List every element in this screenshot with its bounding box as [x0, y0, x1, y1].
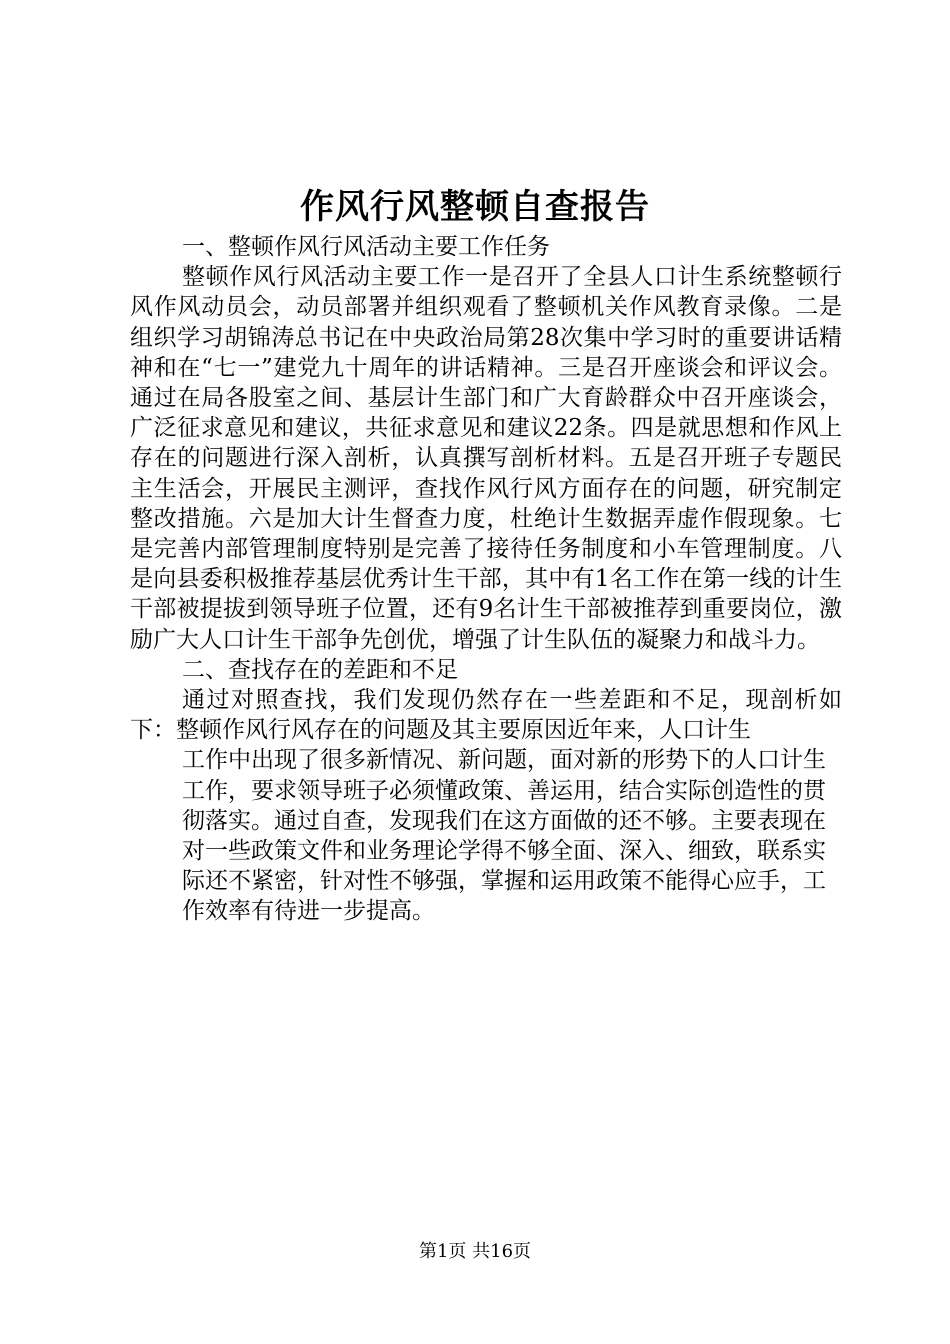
body-paragraph-7: 际还不紧密，针对性不够强，掌握和运用政策不能得心应手，工	[182, 868, 826, 895]
body-paragraph-1: 整顿作风行风活动主要工作一是召开了全县人口计生系统整顿行风作风动员会，动员部署并组织观看了整顿机关作风教育录像。二是组织学习胡锦涛总书记在中央政治局第28次集中学习时的重要讲话精神和在“七一”建党九十周年的讲话精神。三是召开座谈会和评议会。通过在局各股室之间、基层计生部门和广大育龄群众中召开座谈会，广泛征求意见和建议，共征求意见和建议22条。四是就思想和作风上存在的问题进行深入剖析，认真撰写剖析材料。五是召开班子专题民主生活会，开展民主测评，查找作风行风方面存在的问题，研究制定整改措施。六是加大计生督查力度，杜绝计生数据弄虚作假现象。七是完善内部管理制度特别是完善了接待任务制度和小车管理制度。八是向县委积极推荐基层优秀计生干部，其中有1名工作在第一线的计生干部被提拔到领导班子位置，还有9名计生干部被推荐到重要岗位，激励广大人口计生干部争先创优，增强了计生队伍的凝聚力和战斗力。	[130, 264, 842, 653]
page-footer: 第1页 共16页	[418, 1241, 532, 1262]
body-paragraph-6: 对一些政策文件和业务理论学得不够全面、深入、细致，联系实	[182, 838, 826, 865]
section-heading-2: 二、查找存在的差距和不足	[182, 656, 458, 683]
section-heading-1: 一、整顿作风行风活动主要工作任务	[182, 234, 550, 260]
body-paragraph-2: 通过对照查找，我们发现仍然存在一些差距和不足，现剖析如下：整顿作风行风存在的问题及其主要原因近年来，人口计生	[130, 687, 842, 744]
body-paragraph-5: 彻落实。通过自查，发现我们在这方面做的还不够。主要表现在	[182, 807, 826, 834]
body-paragraph-4: 工作，要求领导班子必须懂政策、善运用，结合实际创造性的贯	[182, 777, 826, 804]
document-body	[130, 232, 842, 927]
document-title: 作风行风整顿自查报告	[300, 187, 650, 227]
body-paragraph-8: 作效率有待进一步提高。	[182, 898, 435, 925]
body-paragraph-3: 工作中出现了很多新情况、新问题，面对新的形势下的人口计生	[182, 747, 826, 774]
